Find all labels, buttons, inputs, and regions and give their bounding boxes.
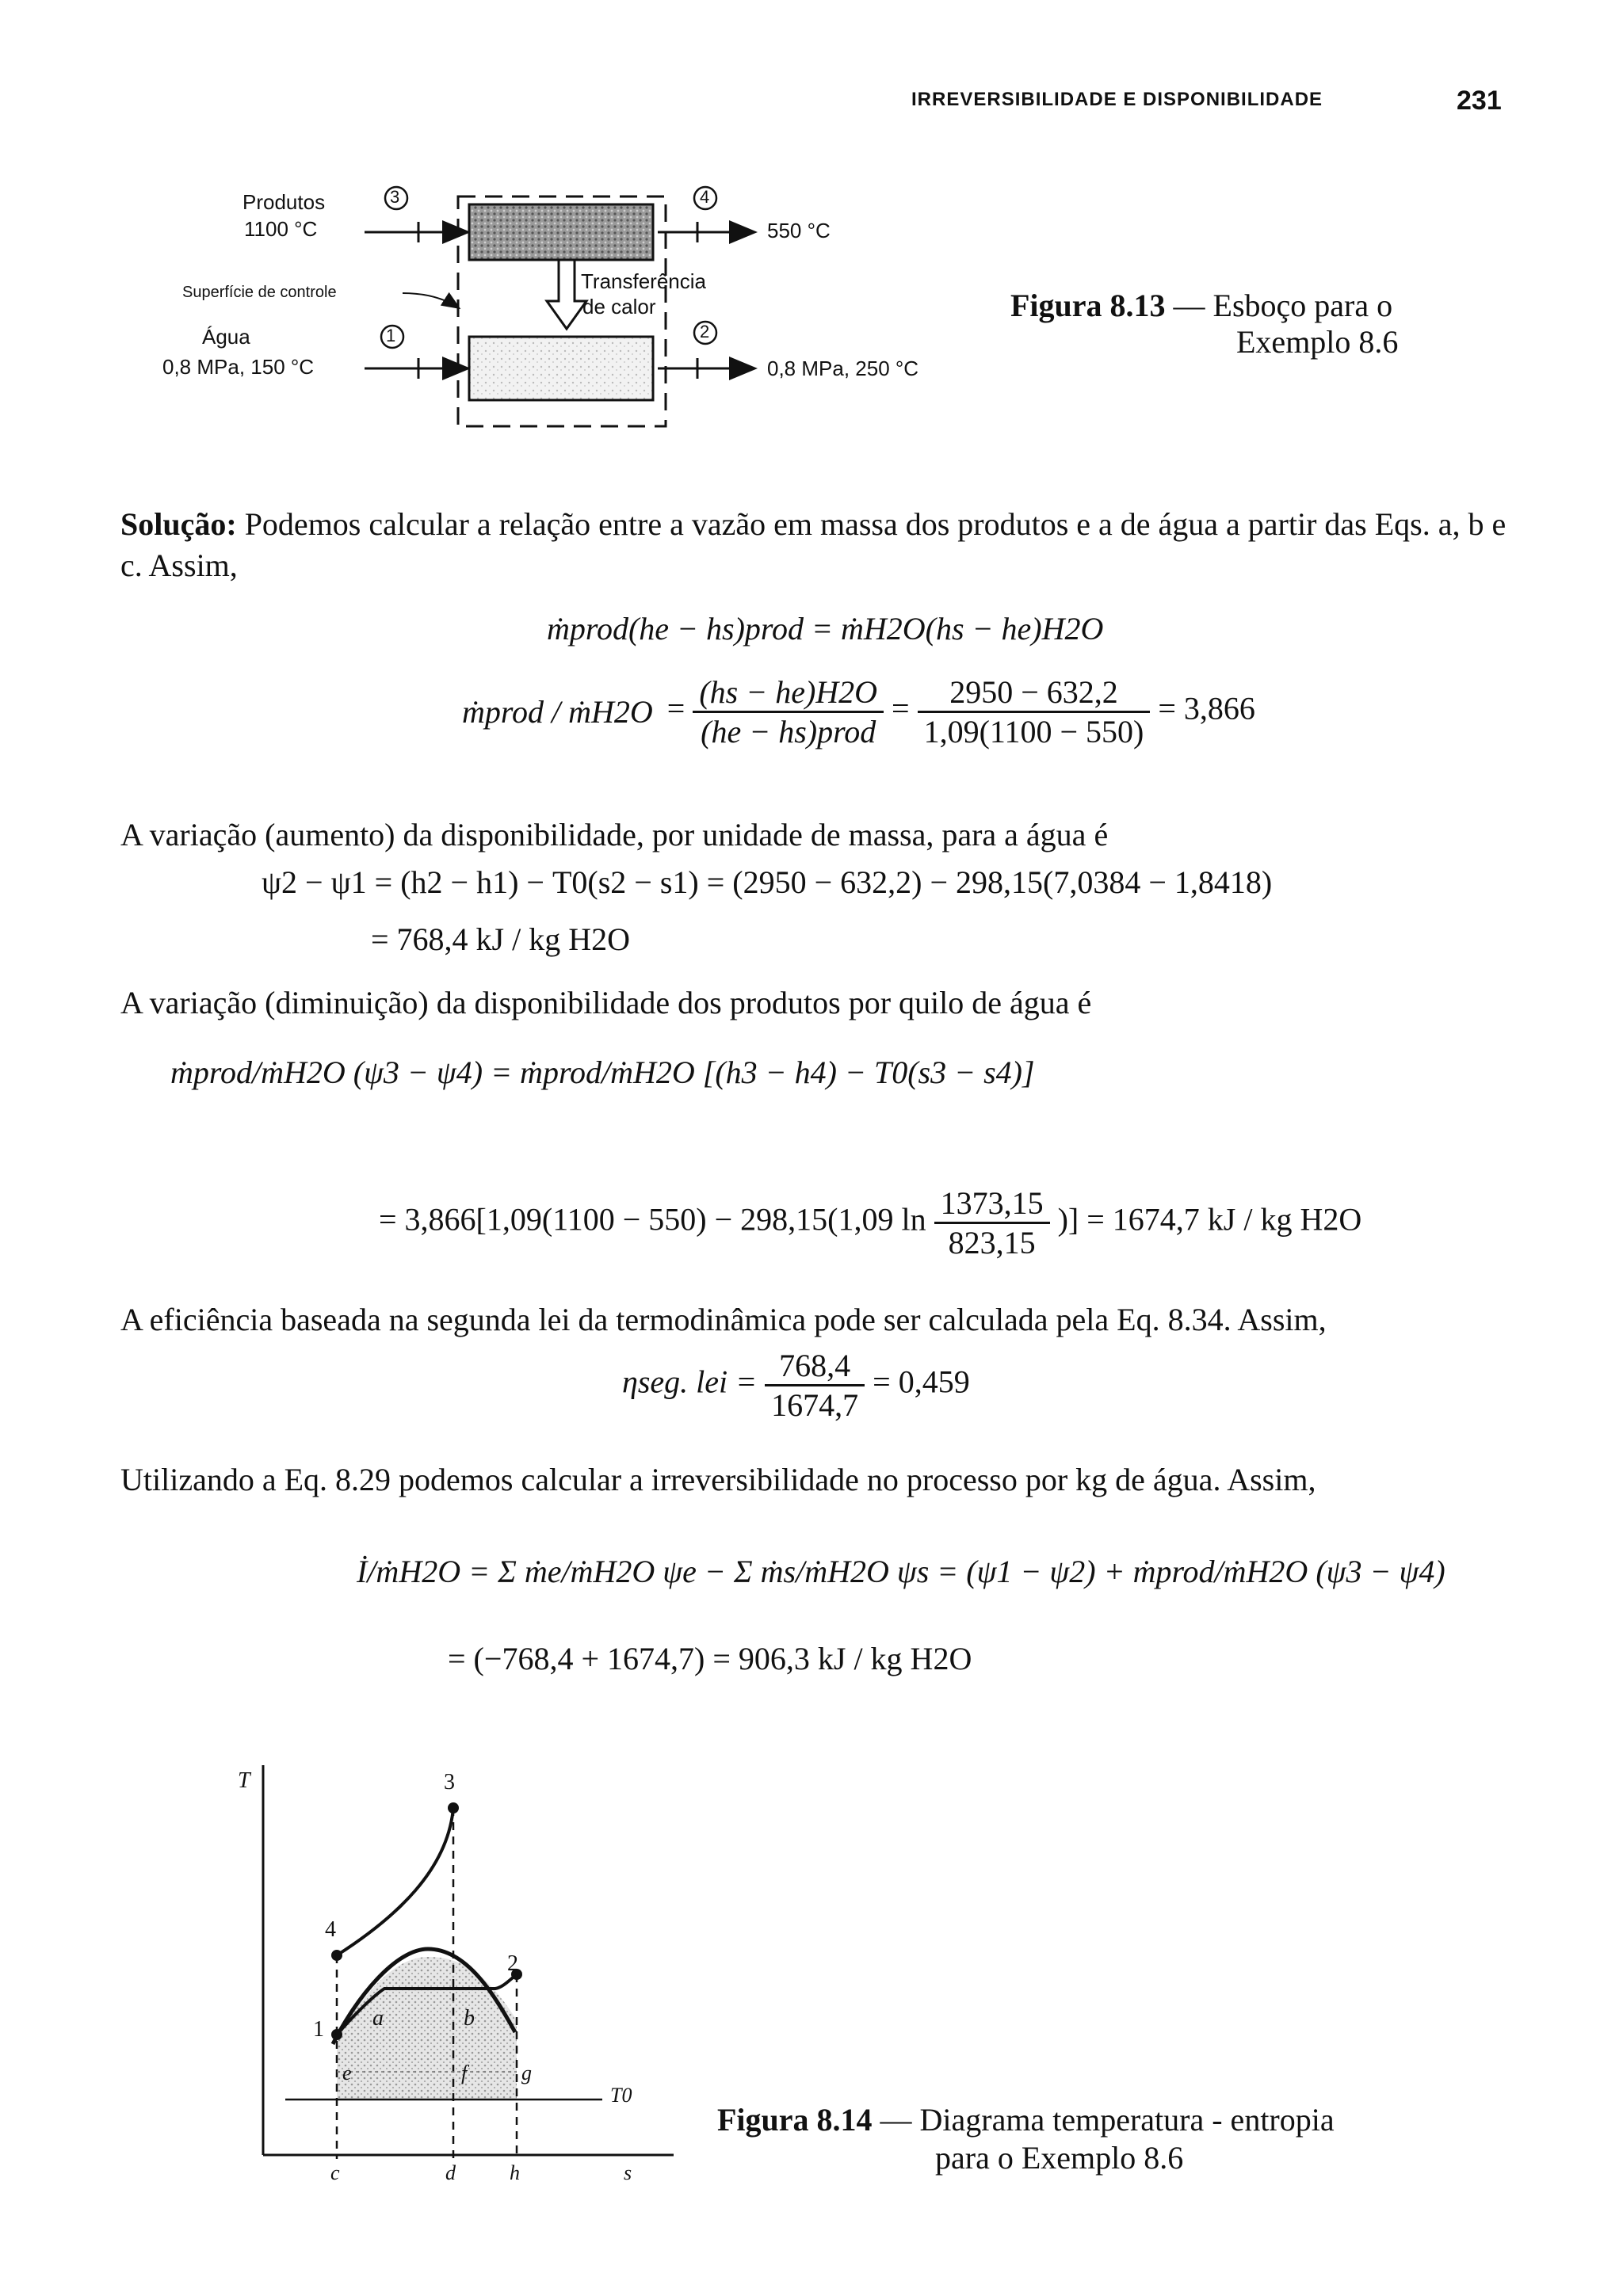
- heat-transfer-label-2: de calor: [582, 295, 656, 318]
- water-chamber: [469, 337, 653, 400]
- point-g-label: g: [521, 2061, 532, 2084]
- eq-irreversibility: İ/ṁH2O = Σ ṁe/ṁH2O ψe − Σ ṁs/ṁH2O ψs = (ψ1 − ψ2) + ṁprod/ṁH2O (ψ3 − ψ4): [357, 1554, 1445, 1589]
- eq-psi-products: ṁprod/ṁH2O (ψ3 − ψ4) = ṁprod/ṁH2O [(h3 − h4) − T0(s3 − s4)]: [170, 1055, 1035, 1090]
- heat-transfer-label-1: Transferência: [581, 269, 706, 293]
- state-3-label: 3: [390, 187, 400, 207]
- figure-8-13-caption-line2: Exemplo 8.6: [1236, 324, 1399, 360]
- psi-products-value-b: )] = 1674,7 kJ / kg H2O: [1057, 1201, 1362, 1238]
- products-out-temp: 550 °C: [767, 219, 831, 242]
- efficiency-result: = 0,459: [873, 1363, 970, 1400]
- tick-h-label: h: [510, 2161, 520, 2184]
- area-a-label: a: [372, 2006, 384, 2031]
- point-4-label: 4: [325, 1917, 336, 1942]
- efficiency-text: A eficiência baseada na segunda lei da termodinâmica pode ser calculada pela Eq. 8.34. Assim,: [120, 1302, 1327, 1337]
- point-3-label: 3: [444, 1770, 455, 1794]
- eq-mass-ratio: ṁprod / ṁH2O = $\frac{(hs - he)H2O}{\text{(he − hs)prod}}$ = $\frac{2950 - 632,2}{1,09(1100 - 550)}$ = 3,866: [456, 673, 1255, 750]
- agua-label: Água: [202, 325, 250, 349]
- figure-8-13-caption: [1010, 287, 1392, 325]
- area-b-label: b: [464, 2006, 475, 2031]
- state-4-label: 4: [700, 187, 710, 207]
- eq-irreversibility-result: = (−768,4 + 1674,7) = 906,3 kJ / kg H2O: [448, 1641, 972, 1676]
- state-1-label: 1: [386, 326, 396, 345]
- point-e-label: e: [342, 2061, 352, 2084]
- tick-s-label: s: [624, 2161, 632, 2184]
- irreversibility-text: Utilizando a Eq. 8.29 podemos calcular a irreversibilidade no processo por kg de água. Assim,: [120, 1462, 1316, 1497]
- produtos-label: Produtos: [242, 190, 326, 214]
- control-surface-label: Superfície de controle: [182, 284, 337, 301]
- state-2-label: 2: [700, 322, 710, 341]
- psi-products-value-a: = 3,866[1,09(1100 − 550) − 298,15(1,09 ln: [379, 1201, 926, 1238]
- shaded-area: [337, 1957, 517, 2100]
- eq-psi-products-value: [379, 1184, 1361, 1261]
- agua-outlet: 0,8 MPa, 250 °C: [767, 357, 919, 380]
- point-1-label: 1: [313, 2017, 324, 2042]
- efficiency-fraction: $\frac{768,4}{1674,7}$: [765, 1347, 865, 1424]
- ratio-lhs: ṁprod / ṁH2O: [462, 694, 653, 730]
- products-availability-text: A variação (diminuição) da disponibilidade dos produtos por quilo de água é: [120, 985, 1092, 1020]
- water-availability-text: A variação (aumento) da disponibilidade, por unidade de massa, para a água é: [120, 817, 1109, 852]
- produtos-temp: 1100 °C: [244, 217, 318, 241]
- ratio-values: $\frac{2950 - 632,2}{1,09(1100 - 550)}$: [918, 673, 1151, 750]
- ratio-mid: $\frac{(hs - he)H2O}{\text{(he − hs)prod}}$: [693, 673, 884, 750]
- solution-intro: [120, 504, 1515, 586]
- figure-8-13-caption-number: Figura 8.13: [1010, 288, 1166, 323]
- figure-8-13-caption-text: — Esboço para o: [1173, 288, 1393, 323]
- point-f-label: f: [461, 2061, 468, 2084]
- t0-label: T0: [610, 2084, 632, 2107]
- figure-8-14-caption: [717, 2101, 1335, 2139]
- running-header: IRREVERSIBILIDADE E DISPONIBILIDADE: [911, 89, 1323, 110]
- eq-efficiency: [622, 1347, 970, 1424]
- temperature-ratio: $\frac{1373,15}{823,15}$: [934, 1184, 1050, 1261]
- efficiency-lhs: ηseg. lei =: [622, 1363, 758, 1400]
- figure-8-14-caption-number: Figura 8.14: [717, 2102, 873, 2138]
- figure-8-14-ts-diagram: [230, 1759, 705, 2203]
- eq-mass-balance: ṁprod(he − hs)prod = ṁH2O(hs − he)H2O: [547, 611, 1104, 646]
- ratio-result: = 3,866: [1158, 690, 1255, 727]
- figure-8-14-caption-line2: para o Exemplo 8.6: [935, 2140, 1184, 2176]
- figure-8-14-caption-text: — Diagrama temperatura - entropia: [880, 2102, 1335, 2138]
- tick-c-label: c: [330, 2161, 340, 2184]
- products-chamber: [469, 204, 653, 260]
- tick-d-label: d: [445, 2161, 456, 2184]
- solution-heading: Solução:: [120, 506, 237, 542]
- solution-intro-text: Podemos calcular a relação entre a vazão em massa dos produtos e a de água a partir das Eqs. a, b e c. Assim,: [120, 506, 1507, 583]
- agua-inlet: 0,8 MPa, 150 °C: [162, 355, 315, 379]
- axis-t-label: T: [238, 1768, 250, 1793]
- page-number: 231: [1457, 86, 1502, 116]
- eq-psi-water: ψ2 − ψ1 = (h2 − h1) − T0(s2 − s1) = (2950 − 632,2) − 298,15(7,0384 − 1,8418): [262, 864, 1273, 900]
- products-process-line: [337, 1808, 453, 1955]
- point-2-label: 2: [507, 1951, 518, 1976]
- eq-psi-water-result: = 768,4 kJ / kg H2O: [371, 921, 631, 957]
